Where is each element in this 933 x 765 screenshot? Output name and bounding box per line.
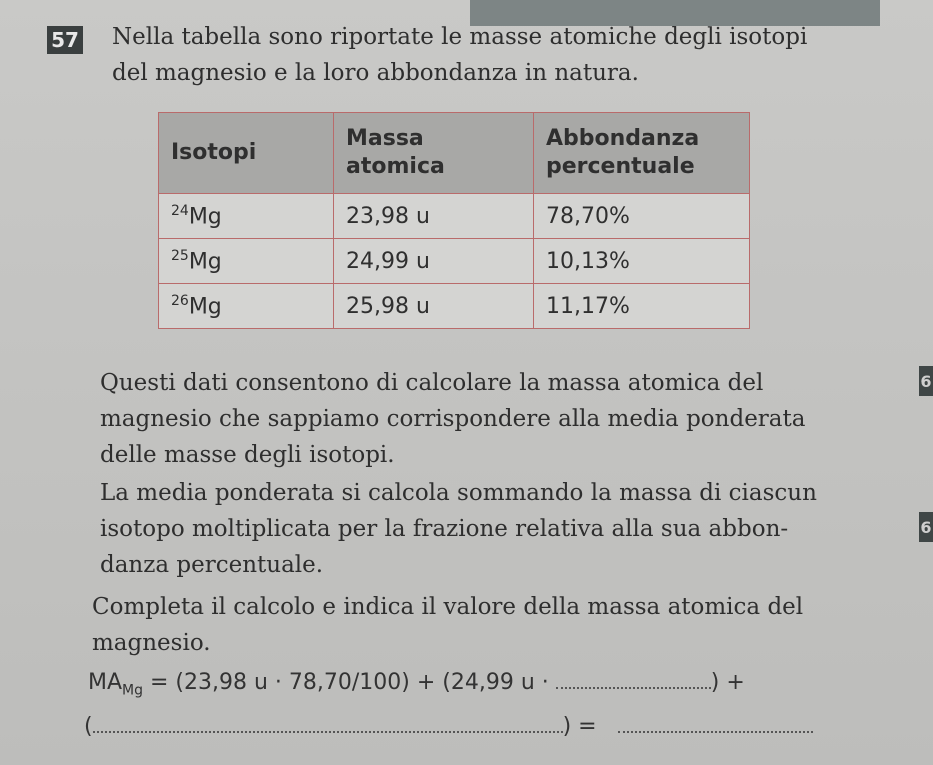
table-header-row xyxy=(159,113,750,194)
header-abbondanza: Abbondanza percentuale xyxy=(534,113,750,194)
paragraph-1-line-2: magnesio che sappiamo corrispondere alla media ponderata xyxy=(100,406,806,432)
paragraph-2-line-1: La media ponderata si calcola sommando la massa di ciascun xyxy=(100,480,817,506)
formula-close-eq: ) = xyxy=(562,714,597,739)
formula-close-plus: ) + xyxy=(710,670,745,695)
mass-number: 25 xyxy=(171,247,189,264)
intro-line-1: Nella tabella sono riportate le masse atomiche degli isotopi xyxy=(112,24,808,50)
blank-abundance-25[interactable] xyxy=(556,687,711,689)
abundance-cell: 11,17% xyxy=(534,284,750,329)
element-symbol: Mg xyxy=(188,249,222,275)
formula-subscript: Mg xyxy=(122,682,143,699)
abundance-cell: 10,13% xyxy=(534,239,750,284)
table-row xyxy=(159,194,750,239)
header-isotopi: Isotopi xyxy=(159,113,334,194)
exercise-number: 57 xyxy=(47,26,83,54)
mass-cell: 25,98 u xyxy=(334,284,534,329)
formula-part1: = (23,98 u · 78,70/100) + (24,99 u · xyxy=(143,670,556,695)
table-row xyxy=(159,284,750,329)
mass-cell: 23,98 u xyxy=(334,194,534,239)
mass-cell: 24,99 u xyxy=(334,239,534,284)
isotope-table xyxy=(158,112,750,329)
isotope-cell xyxy=(159,194,334,239)
mass-number: 24 xyxy=(171,202,189,219)
table-row xyxy=(159,239,750,284)
paragraph-1-line-3: delle masse degli isotopi. xyxy=(100,442,395,468)
paragraph-1-line-1: Questi dati consentono di calcolare la massa atomica del xyxy=(100,370,764,396)
formula-line-1 xyxy=(88,670,745,698)
formula-line-2 xyxy=(84,714,813,739)
side-mark: 6 xyxy=(919,512,933,542)
mass-number: 26 xyxy=(171,292,189,309)
paragraph-2-line-2: isotopo moltiplicata per la frazione relativa alla sua abbon- xyxy=(100,516,789,542)
formula-open: ( xyxy=(84,714,93,739)
blank-isotope-26[interactable] xyxy=(93,731,563,733)
formula-ma: MA xyxy=(88,670,123,695)
paragraph-2-line-3: danza percentuale. xyxy=(100,552,324,578)
header-massa-atomica: Massa atomica xyxy=(334,113,534,194)
abundance-cell: 78,70% xyxy=(534,194,750,239)
element-symbol: Mg xyxy=(188,294,222,320)
element-symbol: Mg xyxy=(188,204,222,230)
intro-line-2: del magnesio e la loro abbondanza in natura. xyxy=(112,60,639,86)
isotope-cell xyxy=(159,239,334,284)
paragraph-3-line-2: magnesio. xyxy=(92,630,211,656)
paragraph-3-line-1: Completa il calcolo e indica il valore della massa atomica del xyxy=(92,594,804,620)
blank-result[interactable] xyxy=(618,731,813,733)
side-mark: 6 xyxy=(919,366,933,396)
isotope-cell xyxy=(159,284,334,329)
